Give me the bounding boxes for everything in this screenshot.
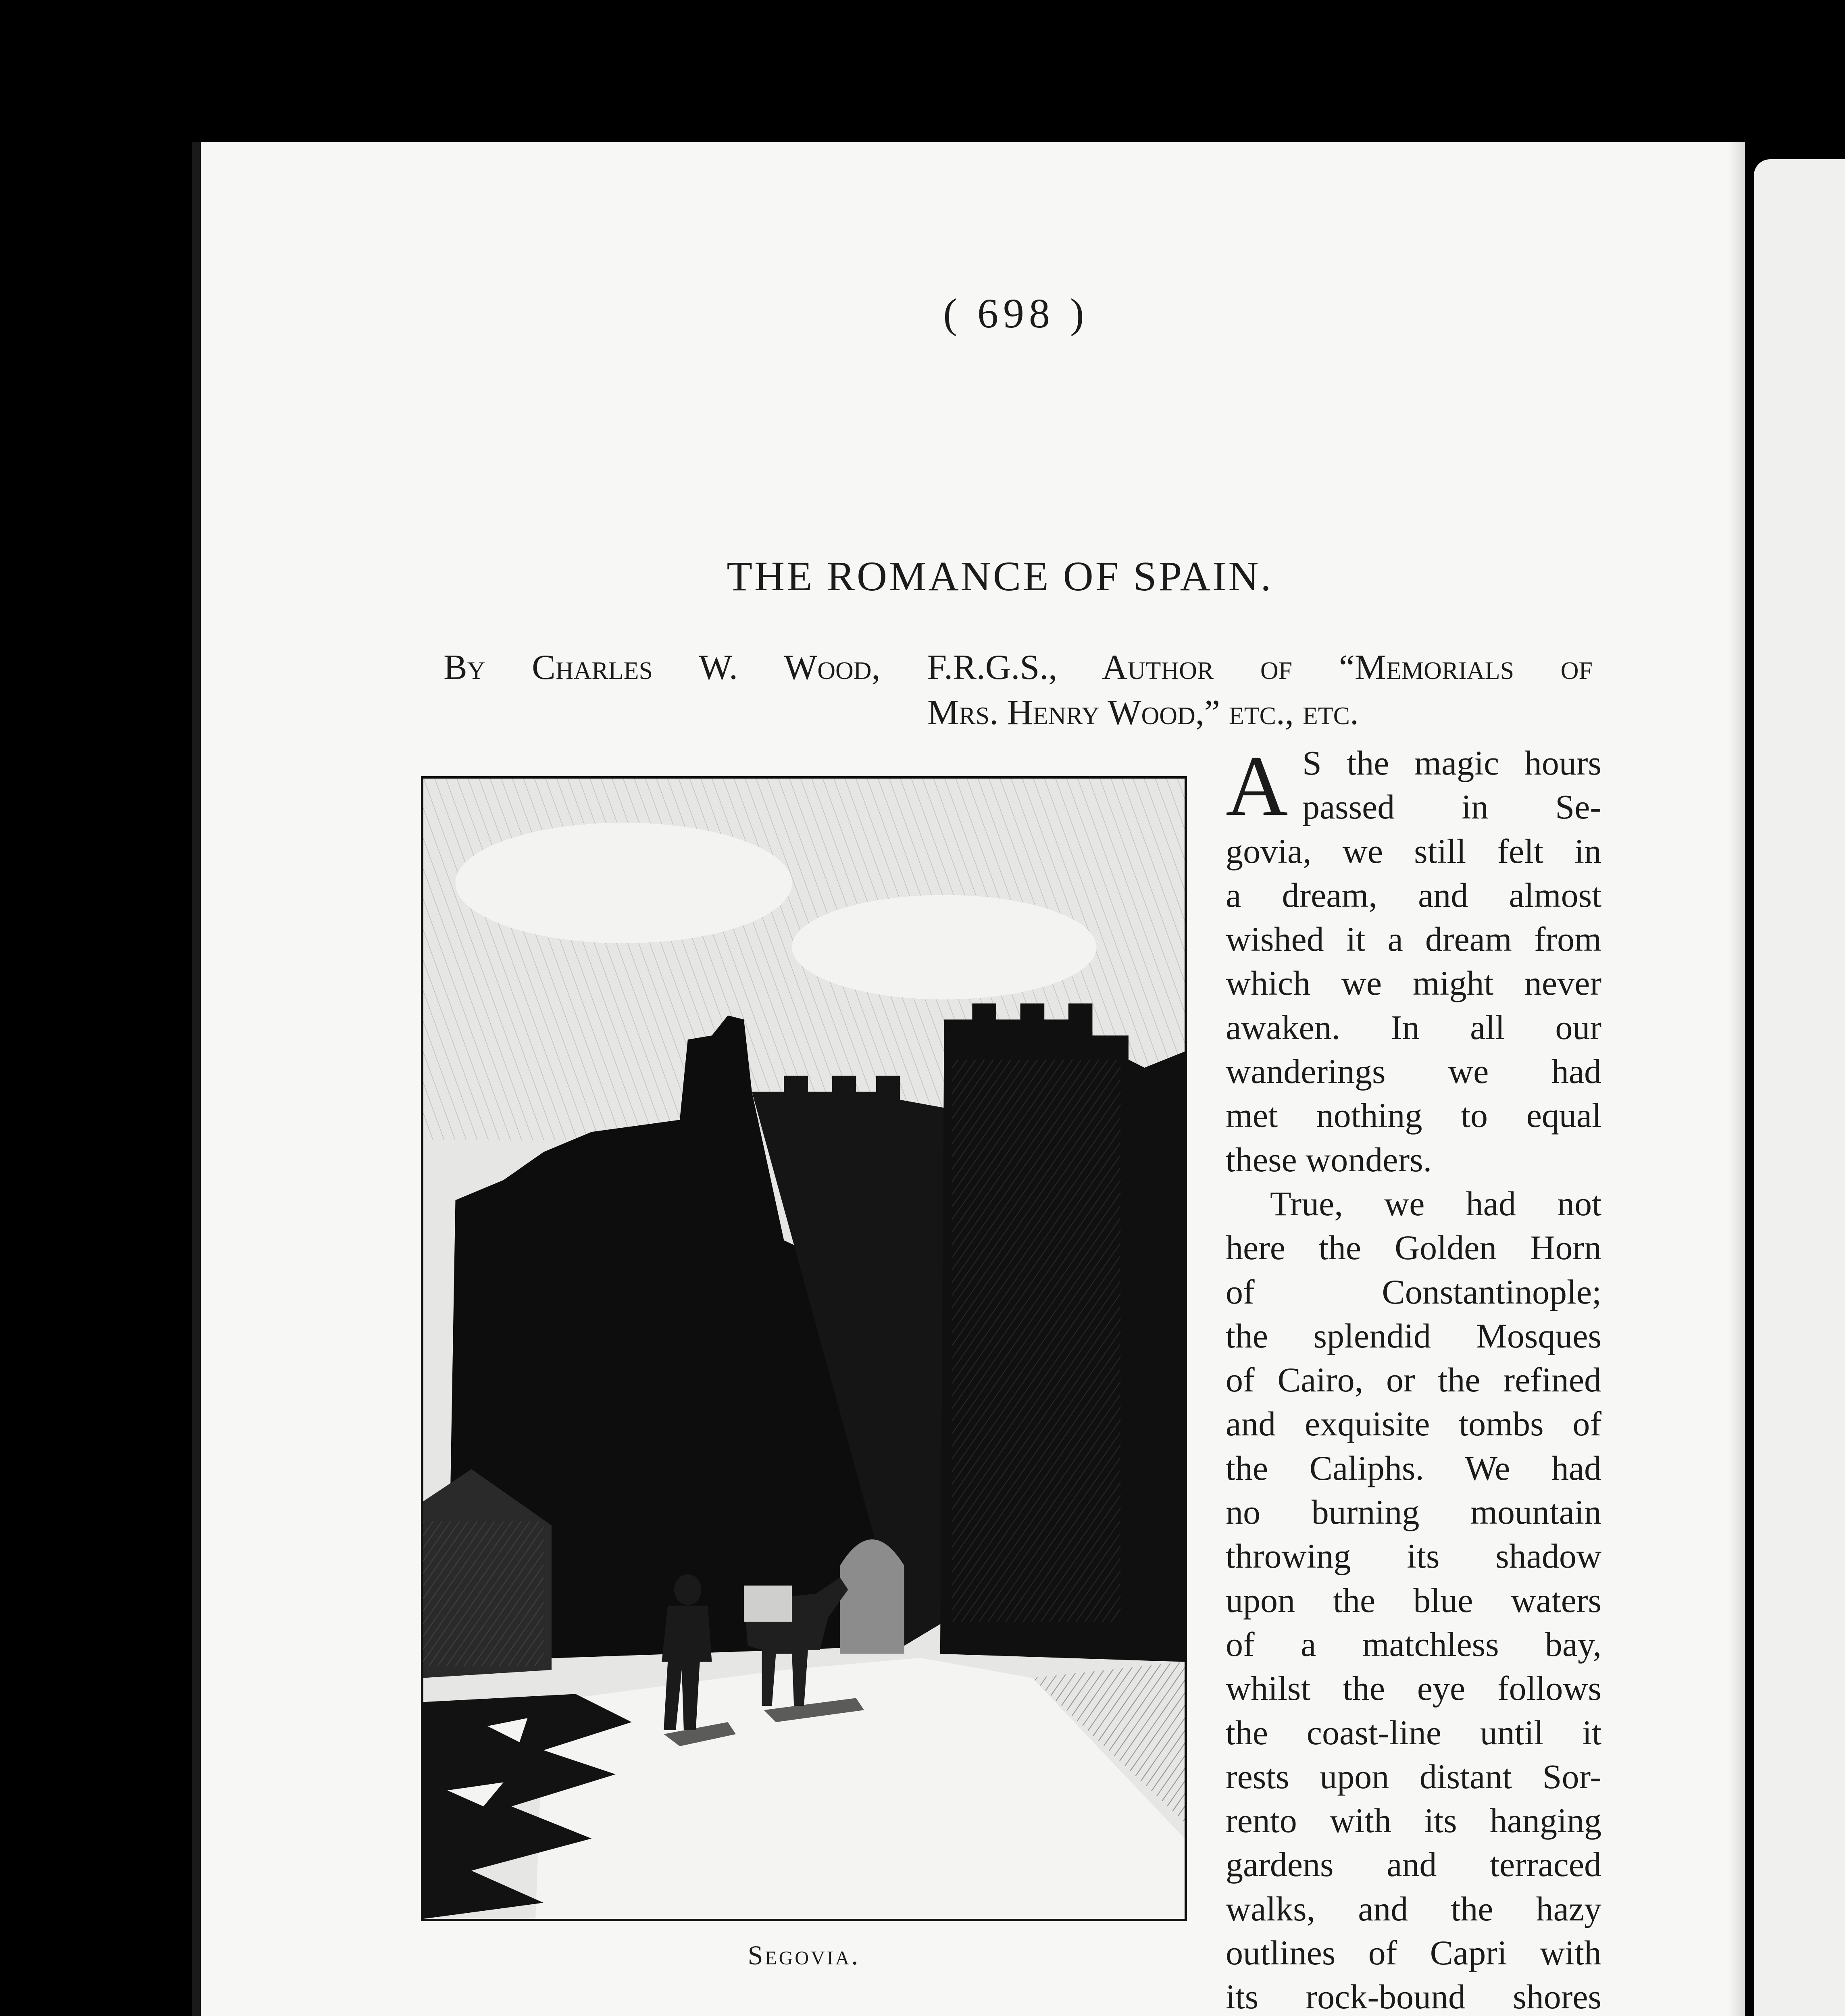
column-line: which we might never (1226, 964, 1601, 1003)
byline-line-2: Mrs. Henry Wood,” etc., etc. (927, 693, 1359, 732)
column-line: passed in Se- (1302, 787, 1601, 827)
column-line: no burning mountain (1226, 1493, 1601, 1532)
column-line: its rock-bound shores (1226, 1977, 1601, 2016)
column-line: met nothing to equal (1226, 1096, 1601, 1135)
byline-line-1: By Charles W. Wood, F.R.G.S., Author of “Memorials of (444, 648, 1593, 687)
segovia-engraving-image (423, 779, 1185, 1919)
facing-page-edge (1754, 159, 1845, 2016)
column-line: the Caliphs. We had (1226, 1448, 1601, 1487)
page-number: ( 698 ) (943, 290, 1089, 337)
column-line: and exquisite tombs of (1226, 1404, 1601, 1443)
column-line: rests upon distant Sor- (1226, 1757, 1601, 1796)
column-line: of Constantinople; (1226, 1272, 1601, 1311)
column-line: these wonders. (1226, 1140, 1432, 1179)
column-line: wished it a dream from (1226, 920, 1601, 959)
column-line: whilst the eye follows (1226, 1669, 1601, 1708)
segovia-illustration (421, 776, 1187, 1921)
column-line: of Cairo, or the refined (1226, 1360, 1601, 1400)
column-line: walks, and the hazy (1226, 1889, 1601, 1928)
column-line: here the Golden Horn (1226, 1228, 1601, 1267)
column-line: of a matchless bay, (1226, 1624, 1601, 1664)
column-line: outlines of Capri with (1226, 1933, 1601, 1972)
column-line: wanderings we had (1226, 1052, 1601, 1091)
column-line: upon the blue waters (1226, 1581, 1601, 1620)
column-line: a dream, and almost (1226, 875, 1601, 914)
article-byline (444, 645, 1593, 735)
column-line: rento with its hanging (1226, 1801, 1601, 1840)
column-line: throwing its shadow (1226, 1537, 1601, 1576)
figure-caption: Segovia. (748, 1940, 860, 1970)
svg-text:M.P.: M.P. (435, 1886, 469, 1907)
column-line: gardens and terraced (1226, 1845, 1601, 1884)
column-line: S the magic hours (1302, 744, 1601, 782)
column-line: awaken. In all our (1226, 1008, 1601, 1047)
article-title: THE ROMANCE OF SPAIN. (727, 553, 1273, 600)
column-line: the coast-line until it (1226, 1713, 1601, 1752)
drop-cap: A (1226, 738, 1288, 834)
side-column-text (1226, 738, 1601, 2016)
column-line: True, we had not (1270, 1184, 1601, 1223)
column-line: the splendid Mosques (1226, 1316, 1601, 1355)
column-line: govia, we still felt in (1226, 831, 1601, 871)
